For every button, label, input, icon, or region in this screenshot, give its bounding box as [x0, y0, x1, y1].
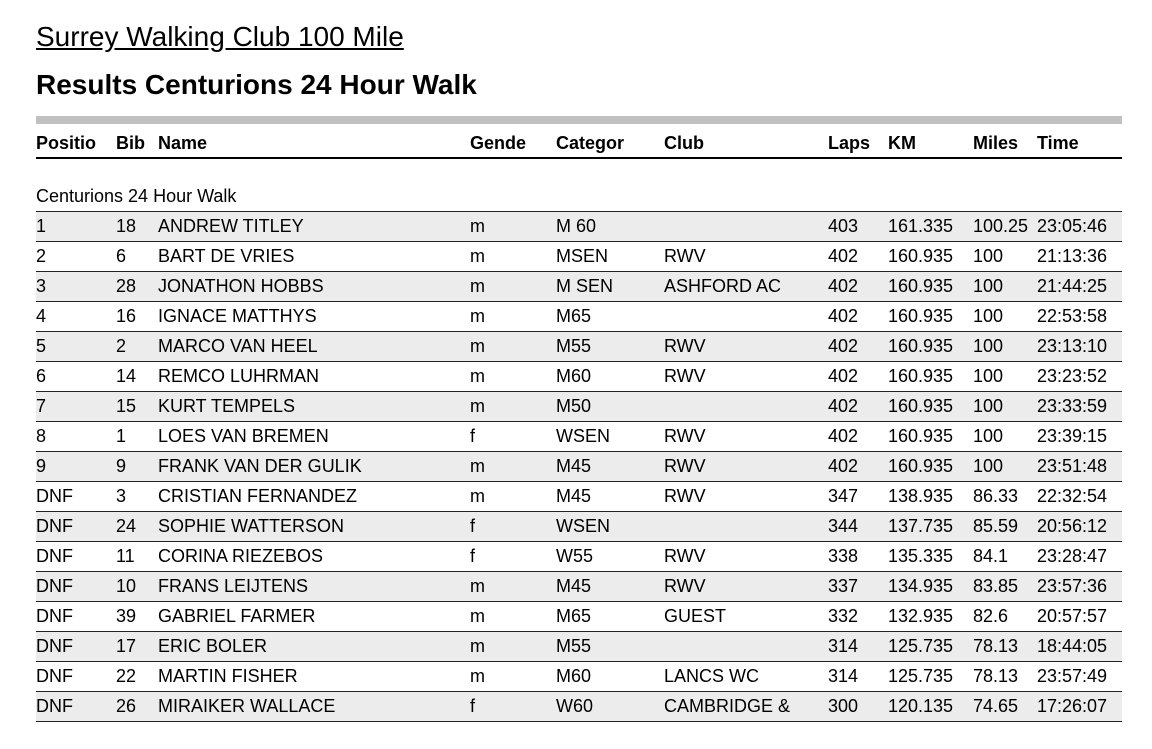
- table-row: [36, 632, 1122, 662]
- cell-category: M SEN: [556, 276, 614, 296]
- cell-laps: 402: [828, 246, 859, 266]
- cell-position: DNF: [36, 666, 73, 686]
- header-row: [36, 124, 1122, 158]
- results-page: [0, 20, 1152, 722]
- cell-time: 23:28:47: [1037, 546, 1108, 566]
- cell-club: RWV: [664, 246, 706, 266]
- cell-name: GABRIEL FARMER: [158, 606, 316, 626]
- col-header-category: Categor: [556, 124, 664, 158]
- cell-position: 8: [36, 426, 47, 446]
- cell-km: 138.935: [888, 486, 954, 506]
- cell-time: 23:57:49: [1037, 666, 1108, 686]
- page-title-link[interactable]: Surrey Walking Club 100 Mile: [36, 21, 404, 52]
- cell-gender: m: [470, 336, 485, 356]
- cell-km: 160.935: [888, 276, 954, 296]
- cell-time: 22:53:58: [1037, 306, 1108, 326]
- cell-km: 160.935: [888, 396, 954, 416]
- cell-km: 137.735: [888, 516, 954, 536]
- cell-position: DNF: [36, 636, 73, 656]
- cell-position: 3: [36, 276, 47, 296]
- cell-time: 18:44:05: [1037, 636, 1108, 656]
- cell-category: M55: [556, 336, 592, 356]
- page-subtitle: Results Centurions 24 Hour Walk: [36, 69, 477, 100]
- cell-gender: f: [470, 546, 476, 566]
- table-row: [36, 362, 1122, 392]
- table-row: [36, 452, 1122, 482]
- cell-km: 160.935: [888, 456, 954, 476]
- cell-time: 21:13:36: [1037, 246, 1108, 266]
- cell-miles: 78.13: [973, 666, 1019, 686]
- cell-name: FRANK VAN DER GULIK: [158, 456, 362, 476]
- cell-category: W60: [556, 696, 594, 716]
- cell-km: 160.935: [888, 306, 954, 326]
- cell-time: 23:51:48: [1037, 456, 1108, 476]
- table-row: [36, 212, 1122, 242]
- table-row: [36, 692, 1122, 722]
- table-header: [36, 124, 1122, 158]
- cell-bib: 6: [116, 246, 127, 266]
- cell-position: DNF: [36, 486, 73, 506]
- cell-time: 23:33:59: [1037, 396, 1108, 416]
- cell-category: W55: [556, 546, 594, 566]
- cell-laps: 402: [828, 366, 859, 386]
- table-row: [36, 332, 1122, 362]
- cell-miles: 100.25: [973, 216, 1029, 236]
- cell-miles: 100: [973, 456, 1004, 476]
- cell-miles: 100: [973, 336, 1004, 356]
- cell-bib: 16: [116, 306, 137, 326]
- cell-miles: 78.13: [973, 636, 1019, 656]
- table-row: [36, 602, 1122, 632]
- cell-category: M 60: [556, 216, 597, 236]
- cell-club: GUEST: [664, 606, 727, 626]
- cell-time: 20:56:12: [1037, 516, 1108, 536]
- cell-category: WSEN: [556, 516, 610, 536]
- cell-position: DNF: [36, 696, 73, 716]
- cell-time: 23:57:36: [1037, 576, 1108, 596]
- cell-laps: 338: [828, 546, 859, 566]
- cell-gender: m: [470, 456, 485, 476]
- cell-position: 2: [36, 246, 47, 266]
- cell-time: 23:23:52: [1037, 366, 1108, 386]
- cell-category: M55: [556, 636, 592, 656]
- cell-name: CORINA RIEZEBOS: [158, 546, 324, 566]
- cell-miles: 100: [973, 276, 1004, 296]
- cell-position: 9: [36, 456, 47, 476]
- col-header-miles: Miles: [973, 124, 1037, 158]
- cell-laps: 314: [828, 636, 859, 656]
- cell-miles: 100: [973, 396, 1004, 416]
- table-row: [36, 482, 1122, 512]
- cell-category: M45: [556, 456, 592, 476]
- col-header-laps: Laps: [828, 124, 888, 158]
- cell-bib: 9: [116, 456, 127, 476]
- col-header-bib: Bib: [116, 124, 158, 158]
- table-row: [36, 662, 1122, 692]
- col-header-club: Club: [664, 124, 828, 158]
- table-row: [36, 512, 1122, 542]
- cell-km: 125.735: [888, 636, 954, 656]
- cell-gender: m: [470, 666, 485, 686]
- cell-gender: f: [470, 426, 476, 446]
- cell-gender: m: [470, 576, 485, 596]
- cell-category: M60: [556, 666, 592, 686]
- cell-position: 4: [36, 306, 47, 326]
- divider-bar: [36, 116, 1122, 124]
- cell-position: 1: [36, 216, 47, 236]
- table-row: [36, 392, 1122, 422]
- table-row: [36, 242, 1122, 272]
- cell-km: 134.935: [888, 576, 954, 596]
- cell-miles: 74.65: [973, 696, 1019, 716]
- cell-position: DNF: [36, 576, 73, 596]
- cell-time: 21:44:25: [1037, 276, 1108, 296]
- cell-gender: m: [470, 366, 485, 386]
- cell-club: RWV: [664, 426, 706, 446]
- cell-km: 160.935: [888, 426, 954, 446]
- cell-bib: 14: [116, 366, 137, 386]
- cell-gender: m: [470, 276, 485, 296]
- col-header-km: KM: [888, 124, 973, 158]
- cell-club: RWV: [664, 336, 706, 356]
- cell-category: M45: [556, 486, 592, 506]
- cell-club: RWV: [664, 486, 706, 506]
- cell-category: M65: [556, 606, 592, 626]
- cell-name: MARTIN FISHER: [158, 666, 298, 686]
- col-header-position: Positio: [36, 124, 116, 158]
- cell-category: M50: [556, 396, 592, 416]
- cell-time: 17:26:07: [1037, 696, 1108, 716]
- table-row: [36, 422, 1122, 452]
- cell-name: KURT TEMPELS: [158, 396, 296, 416]
- cell-km: 161.335: [888, 216, 954, 236]
- cell-position: 7: [36, 396, 47, 416]
- cell-miles: 84.1: [973, 546, 1009, 566]
- cell-position: DNF: [36, 516, 73, 536]
- cell-club: [664, 302, 828, 332]
- cell-position: DNF: [36, 546, 73, 566]
- cell-gender: m: [470, 396, 485, 416]
- cell-position: 6: [36, 366, 47, 386]
- cell-club: RWV: [664, 546, 706, 566]
- cell-name: CRISTIAN FERNANDEZ: [158, 486, 358, 506]
- cell-gender: m: [470, 306, 485, 326]
- cell-bib: 22: [116, 666, 137, 686]
- cell-club: [664, 392, 828, 422]
- cell-laps: 344: [828, 516, 859, 536]
- cell-bib: 28: [116, 276, 137, 296]
- section-label: Centurions 24 Hour Walk: [36, 186, 237, 206]
- cell-name: SOPHIE WATTERSON: [158, 516, 345, 536]
- cell-club: RWV: [664, 576, 706, 596]
- cell-time: 22:32:54: [1037, 486, 1108, 506]
- table-row: [36, 542, 1122, 572]
- cell-category: MSEN: [556, 246, 609, 266]
- cell-laps: 402: [828, 456, 859, 476]
- cell-bib: 11: [116, 546, 135, 566]
- cell-km: 125.735: [888, 666, 954, 686]
- cell-bib: 2: [116, 336, 127, 356]
- cell-miles: 82.6: [973, 606, 1009, 626]
- cell-miles: 100: [973, 306, 1004, 326]
- cell-club: CAMBRIDGE &: [664, 696, 791, 716]
- table-row: [36, 302, 1122, 332]
- cell-club: RWV: [664, 456, 706, 476]
- cell-bib: 15: [116, 396, 137, 416]
- cell-name: REMCO LUHRMAN: [158, 366, 320, 386]
- cell-gender: m: [470, 486, 485, 506]
- cell-miles: 100: [973, 246, 1004, 266]
- col-header-gender: Gende: [470, 124, 556, 158]
- cell-category: M65: [556, 306, 592, 326]
- cell-miles: 86.33: [973, 486, 1019, 506]
- cell-km: 132.935: [888, 606, 954, 626]
- cell-name: LOES VAN BREMEN: [158, 426, 329, 446]
- cell-laps: 402: [828, 306, 859, 326]
- cell-name: FRANS LEIJTENS: [158, 576, 309, 596]
- cell-time: 23:39:15: [1037, 426, 1108, 446]
- cell-category: M60: [556, 366, 592, 386]
- cell-name: BART DE VRIES: [158, 246, 295, 266]
- cell-club: ASHFORD AC: [664, 276, 782, 296]
- cell-miles: 100: [973, 366, 1004, 386]
- cell-category: M45: [556, 576, 592, 596]
- cell-miles: 100: [973, 426, 1004, 446]
- cell-km: 160.935: [888, 366, 954, 386]
- cell-miles: 83.85: [973, 576, 1019, 596]
- cell-name: JONATHON HOBBS: [158, 276, 324, 296]
- cell-name: IGNACE MATTHYS: [158, 306, 317, 326]
- cell-bib: 1: [116, 426, 127, 446]
- cell-time: 20:57:57: [1037, 606, 1108, 626]
- cell-category: WSEN: [556, 426, 610, 446]
- cell-name: MARCO VAN HEEL: [158, 336, 318, 356]
- cell-gender: m: [470, 636, 485, 656]
- table-row: [36, 272, 1122, 302]
- cell-km: 120.135: [888, 696, 954, 716]
- col-header-name: Name: [158, 124, 470, 158]
- cell-bib: 26: [116, 696, 137, 716]
- cell-club: [664, 632, 828, 662]
- cell-gender: f: [470, 516, 476, 536]
- cell-bib: 24: [116, 516, 137, 536]
- cell-club: [664, 212, 828, 242]
- cell-km: 160.935: [888, 336, 954, 356]
- cell-laps: 402: [828, 426, 859, 446]
- cell-laps: 314: [828, 666, 859, 686]
- cell-laps: 402: [828, 276, 859, 296]
- cell-bib: 10: [116, 576, 137, 596]
- cell-name: ANDREW TITLEY: [158, 216, 304, 236]
- cell-gender: f: [470, 696, 476, 716]
- cell-bib: 18: [116, 216, 137, 236]
- table-row: [36, 572, 1122, 602]
- cell-miles: 85.59: [973, 516, 1019, 536]
- cell-club: LANCS WC: [664, 666, 760, 686]
- col-header-time: Time: [1037, 124, 1122, 158]
- cell-time: 23:13:10: [1037, 336, 1108, 356]
- cell-km: 135.335: [888, 546, 954, 566]
- cell-position: 5: [36, 336, 47, 356]
- cell-laps: 402: [828, 336, 859, 356]
- cell-km: 160.935: [888, 246, 954, 266]
- cell-time: 23:05:46: [1037, 216, 1108, 236]
- cell-laps: 332: [828, 606, 859, 626]
- cell-laps: 403: [828, 216, 859, 236]
- cell-club: RWV: [664, 366, 706, 386]
- cell-laps: 402: [828, 396, 859, 416]
- cell-position: DNF: [36, 606, 73, 626]
- cell-gender: m: [470, 246, 485, 266]
- cell-laps: 300: [828, 696, 859, 716]
- cell-bib: 3: [116, 486, 127, 506]
- cell-laps: 347: [828, 486, 859, 506]
- cell-laps: 337: [828, 576, 859, 596]
- cell-name: ERIC BOLER: [158, 636, 268, 656]
- cell-bib: 39: [116, 606, 137, 626]
- cell-bib: 17: [116, 636, 137, 656]
- cell-club: [664, 512, 828, 542]
- cell-gender: m: [470, 606, 485, 626]
- results-table: [36, 124, 1122, 722]
- cell-gender: m: [470, 216, 485, 236]
- section-row: [36, 158, 1122, 212]
- cell-name: MIRAIKER WALLACE: [158, 696, 336, 716]
